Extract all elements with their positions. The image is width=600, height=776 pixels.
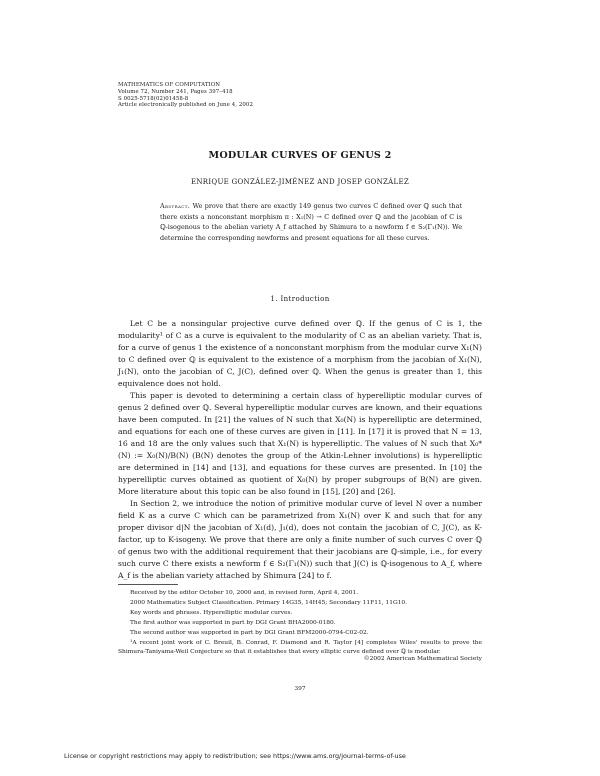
paper-authors: ENRIQUE GONZÁLEZ-JIMÉNEZ AND JOSEP GONZÁLEZ [190, 178, 410, 186]
journal-header [118, 82, 253, 109]
footnote-rule [118, 584, 178, 585]
published-line: Article electronically published on June 4, 2002 [118, 102, 253, 109]
copyright: ©2002 American Mathematical Society [363, 656, 482, 662]
paper-title: MODULAR CURVES OF GENUS 2 [208, 150, 392, 161]
volume-line: Volume 72, Number 241, Pages 397–418 [118, 88, 233, 95]
paragraph: Let C be a nonsingular projective curve defined over ℚ. If the genus of C is 1, the modularity¹ of C as a curve is equivalent to the modularity of C as an abelian variety. That is, for a curve of genus 1 the existence of a nonconstant morphism from the modular curve X₁(N) to C defined over ℚ is equivalent to the existence of a morphism from the jacobian of X₁(N), J₁(N), onto the jacobian of C, J(C), defined over ℚ. When the genus is greater than 1, this equivalence does not hold. [118, 319, 482, 388]
section-heading: 1. Introduction [270, 295, 330, 303]
footnote-support-second: The second author was supported in part by DGI Grant BFM2000-0794-C02-02. [130, 629, 369, 636]
issn-line: S 0025-5718(02)01458-8 [118, 95, 189, 102]
paragraph: In Section 2, we introduce the notion of primitive modular curve of level N over a number field K as a curve C which can be parametrized from X₁(N) over K and such that for any proper divisor d|N the jacobian of X₁(d), J₁(d), does not contain the jacobian of C, J(C), as K-factor, up to K-isogeny. We prove that there are only a finite number of such curves C over ℚ of genus two with the additional requirement that their jacobians are ℚ-simple, i.e., for every such curve C there exists a newform f ∈ S₂(Γ₁(N)) such that J(C) is ℚ-isogenous to A_f, where A_f is the abelian variety attached by Shimura [24] to f. [118, 499, 482, 580]
journal-name: MATHEMATICS OF COMPUTATION [118, 82, 221, 88]
footnote-received: Received by the editor October 10, 2000 and, in revised form, April 4, 2001. [130, 590, 359, 596]
paragraph: This paper is devoted to determining a certain class of hyperelliptic modular curves of genus 2 defined over ℚ. Several hyperelliptic modular curves are known, and their equations have been computed. In [21] the values of N such that X₀(N) is hyperelliptic are determined, and equations for each one of these curves are given in [11]. In [17] it is proved that N = 13, 16 and 18 are the only values such that X₁(N) is hyperelliptic. The values of N such that X₀*(N) := X₀(N)/B(N) (B(N) denotes the group of the Atkin-Lehner involutions) is hyperelliptic are determined in [14] and [13], and equations for these curves are presented. In [10] the hyperelliptic curves obtained as quotient of X₀(N) by proper subgroups of B(N) are given. More literature about this topic can be also found in [15], [20] and [26]. [118, 391, 482, 496]
abstract-label: Abstract. [160, 202, 191, 210]
license-notice: License or copyright restrictions may apply to redistribution; see https://www.ams.org/journal-terms-of-use [64, 752, 406, 760]
footnote-modularity: ¹A recent joint work of C. Breuil, B. Conrad, F. Diamond and R. Taylor [4] completes Wiles' results to prove the Shimura-Taniyama-Weil Conjecture so that it establishes that every elliptic curve defined over ℚ is modular. [118, 639, 482, 656]
footnote-keywords: Key words and phrases. Hyperelliptic modular curves. [130, 609, 293, 616]
body-text [118, 318, 482, 582]
footnotes [118, 589, 482, 658]
footnote-support-first: The first author was supported in part by DGI Grant BHA2000-0180. [130, 619, 336, 626]
page-number: 397 [294, 686, 306, 692]
abstract [160, 201, 462, 244]
footnote-msc: 2000 Mathematics Subject Classification. Primary 14G35, 14H45; Secondary 11F11, 11G10. [130, 599, 408, 606]
abstract-text: We prove that there are exactly 149 genus two curves C defined over ℚ such that there exists a nonconstant morphism π : X₁(N) → C defined over ℚ and the jacobian of C is ℚ-isogenous to the abelian variety A_f attached by Shimura to a newform f ∈ S₂(Γ₁(N)). We determine the corresponding newforms and present equations for all these curves. [160, 202, 462, 243]
